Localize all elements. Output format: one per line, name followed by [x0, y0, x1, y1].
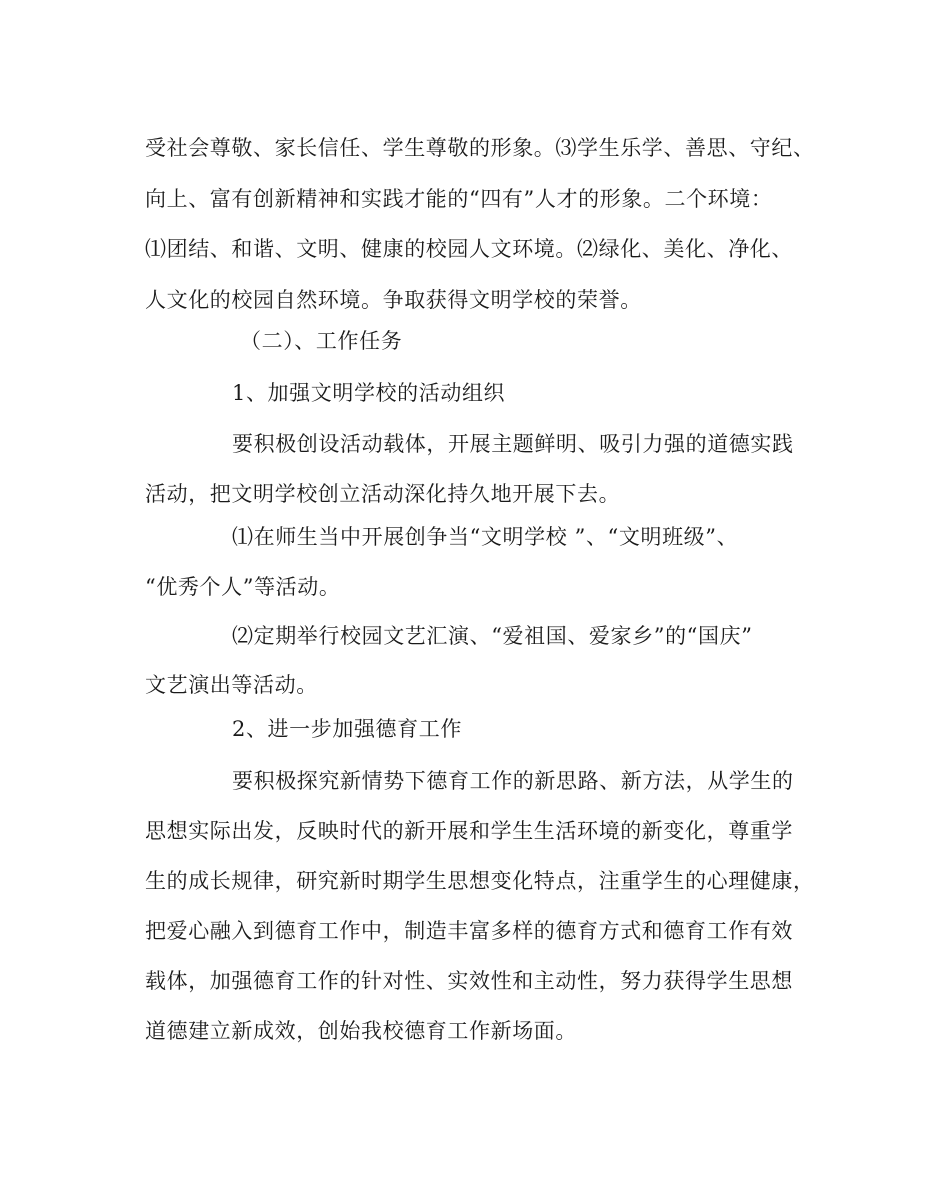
- text-line: 活动，把文明学校创立活动深化持久地开展下去。: [145, 482, 621, 506]
- text-line: 思想实际出发，反映时代的新开展和学生生活环境的新变化，尊重学: [145, 819, 793, 843]
- subsection-heading: 1、加强文明学校的活动组织: [232, 381, 506, 405]
- text-line: “优秀个人”等活动。: [145, 575, 341, 599]
- text-line: ⑴团结、和谐、文明、健康的校园人文环境。⑵绿化、美化、净化、: [145, 237, 793, 261]
- list-item: ⑴在师生当中开展创争当“文明学校 ”、“文明班级”、: [232, 525, 739, 549]
- text-line: 向上、富有创新精神和实践才能的“四有”人才的形象。二个环境：: [145, 187, 773, 211]
- text-line: 要积极创设活动载体，开展主题鲜明、吸引力强的道德实践: [232, 432, 794, 456]
- text-line: 把爱心融入到德育工作中，制造丰富多样的德育方式和德育工作有效: [145, 919, 793, 943]
- text-line: 人文化的校园自然环境。争取获得文明学校的荣誉。: [145, 288, 642, 312]
- text-line: 道德建立新成效，创始我校德育工作新场面。: [145, 1019, 577, 1043]
- text-line: 载体，加强德育工作的针对性、实效性和主动性，努力获得学生思想: [145, 969, 793, 993]
- text-line: 生的成长规律，研究新时期学生思想变化特点，注重学生的心理健康，: [145, 869, 815, 893]
- text-line: 文艺演出等活动。: [145, 673, 318, 697]
- text-line: 受社会尊敬、家长信任、学生尊敬的形象。⑶学生乐学、善思、守纪、: [145, 136, 815, 160]
- list-item: ⑵定期举行校园文艺汇演、“爱祖国、爱家乡”的“国庆”: [232, 624, 753, 648]
- section-heading: （二）、工作任务: [240, 329, 403, 353]
- subsection-heading: 2、进一步加强德育工作: [232, 717, 462, 741]
- text-line: 要积极探究新情势下德育工作的新思路、新方法，从学生的: [232, 769, 794, 793]
